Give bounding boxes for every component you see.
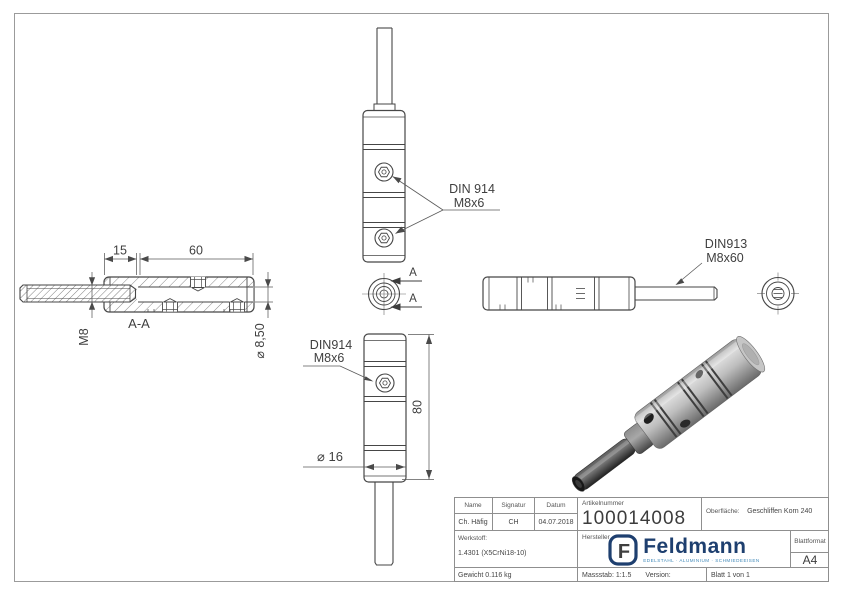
sheet-number-cell: Blatt 1 von 1 bbox=[711, 571, 750, 579]
material-label: Werkstoff: bbox=[458, 535, 488, 542]
format-label: Blattformat bbox=[791, 531, 829, 553]
set-screw-icon-bottom bbox=[375, 229, 393, 247]
feldmann-logo-mark bbox=[608, 534, 638, 566]
material-cell bbox=[454, 531, 578, 568]
end-view bbox=[757, 273, 799, 315]
material-value: 1.4301 (X5CrNi18-10) bbox=[458, 550, 527, 557]
callout-din914-bottom-line2: M8x6 bbox=[313, 351, 345, 365]
dim-60-label: 60 bbox=[189, 243, 203, 258]
version-label: Version: bbox=[645, 571, 671, 579]
bottom-view bbox=[364, 334, 406, 565]
surface-cell bbox=[702, 497, 829, 531]
dim-d16-label: ⌀ 16 bbox=[317, 449, 343, 464]
author-name: Ch. Häfig bbox=[454, 514, 493, 531]
scale-value: Massstab: 1:1.5 bbox=[582, 571, 632, 579]
section-arrow-a-top: A bbox=[409, 267, 417, 279]
manufacturer-cell bbox=[578, 531, 791, 568]
side-view-callout bbox=[676, 263, 703, 285]
name-label: Name bbox=[454, 497, 493, 514]
drawing-date: 04.07.2018 bbox=[535, 514, 578, 531]
callout-din913-line1: DIN913 bbox=[704, 237, 748, 251]
scale-cell bbox=[578, 568, 707, 582]
callout-din914-top-line1: DIN 914 bbox=[449, 182, 495, 196]
article-number-cell bbox=[578, 497, 702, 531]
manufacturer-label: Hersteller bbox=[582, 534, 610, 541]
section-view-aa bbox=[20, 277, 254, 312]
dim-80-label: 80 bbox=[410, 400, 425, 414]
feldmann-logo-letter: F bbox=[618, 541, 631, 563]
surface-label: Oberfläche: bbox=[706, 508, 740, 515]
section-aa-label: A-A bbox=[128, 316, 150, 331]
render-3d bbox=[562, 333, 769, 505]
callout-din913-line2: M8x60 bbox=[706, 251, 744, 265]
weight-cell: Gewicht 0.116 kg bbox=[454, 568, 578, 582]
title-block bbox=[454, 497, 829, 582]
callout-din914-top-line2: M8x6 bbox=[453, 196, 485, 210]
surface-value: Geschliffen Korn 240 bbox=[747, 508, 813, 515]
set-screw-icon bbox=[376, 374, 394, 392]
front-view bbox=[363, 28, 405, 262]
dim-d850-label: ⌀ 8,50 bbox=[253, 323, 267, 359]
brand-wordmark: Feldmann bbox=[643, 535, 747, 558]
signature-label: Signatur bbox=[493, 497, 535, 514]
set-screw-icon-top bbox=[375, 163, 393, 181]
author-signature: CH bbox=[493, 514, 535, 531]
article-number: 100014008 bbox=[582, 508, 687, 529]
section-arrow-a-bottom: A bbox=[409, 293, 417, 305]
date-label: Datum bbox=[535, 497, 578, 514]
format-value: A4 bbox=[791, 553, 829, 568]
callout-din914-bottom-line1: DIN914 bbox=[309, 338, 353, 352]
article-number-label: Artikelnummer bbox=[582, 500, 624, 507]
dim-15-label: 15 bbox=[113, 243, 127, 258]
brand-tagline: EDELSTAHL · ALUMINIUM · SCHMIEDEEISEN bbox=[643, 558, 760, 563]
dim-m8-label: M8 bbox=[77, 328, 91, 346]
